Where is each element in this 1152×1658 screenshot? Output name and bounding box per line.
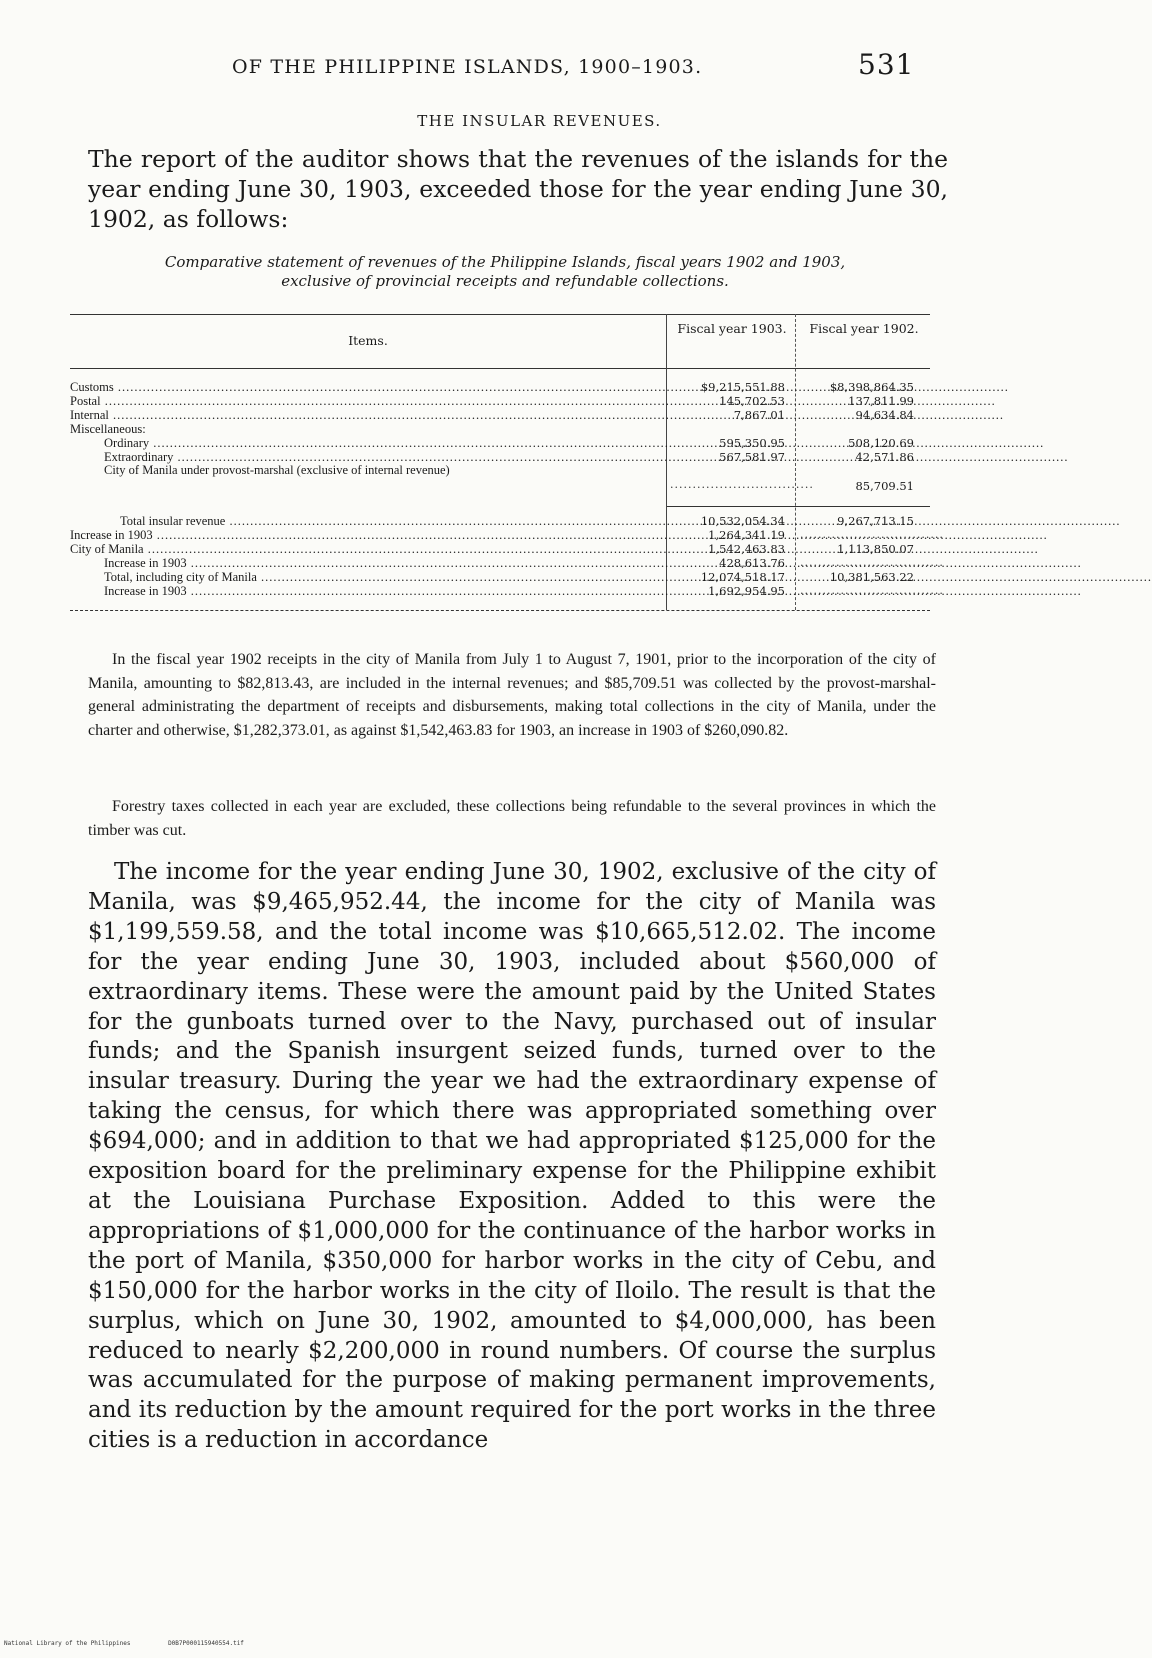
fy1902-value: 85,709.51 [855,479,914,493]
table-row [70,408,930,422]
table-row [70,528,944,542]
fy1903-value: 1,264,341.19 [708,528,785,542]
table-row [70,464,930,494]
revenue-table [70,314,944,634]
fy1902-value: $8,398,864.35 [829,380,914,394]
table-row [70,380,930,394]
fy1903-value: 10,532,054.34 [700,514,785,528]
fy1903-value: 145,702.53 [719,394,785,408]
row-label: Extraordinary ..... [104,450,660,464]
fy1903-value: 7,867.01 [733,408,785,422]
page-number: 531 [858,48,915,81]
table-row [70,422,930,436]
row-label: Increase in 1903 ..... [104,556,660,570]
row-label: City of Manila ..... [70,542,660,556]
fy1903-value: 428,613.76 [719,556,785,570]
fy1902-value: 42,571.86 [855,450,914,464]
row-label: Increase in 1903 ..... [70,528,660,542]
total-rule [666,506,930,507]
footnote-paragraph-1: In the fiscal year 1902 receipts in the city of Manila from July 1 to August 7, 1901, prior to the incorporation of the city of Manila, amounting to $82,813.43, are included in the internal revenues; and $85,709.51 was collected by the provost-marshal-general administrating the department of receipts and disbursements, making total collections in the city of Manila, under the charter and otherwise, $1,282,373.01, as against $1,542,463.83 for 1903, an increase in 1903 of $260,090.82. [88,651,936,739]
table-bottom-rule [70,610,930,611]
fy1903-value: $9,215,551.88 [700,380,785,394]
table-row [70,514,930,528]
fy1902-value: 508,120.69 [848,436,914,450]
row-label: City of Manila under provost-marshal (exclusive of internal revenue) [104,463,450,477]
file-identifier: D0B7P000115940554.tif [168,1640,244,1647]
header-items: Items. [348,333,388,348]
section-title: THE INSULAR REVENUES. [417,112,662,130]
header-bottom-rule [70,368,930,369]
table-caption-line-1: Comparative statement of revenues of the Philippine Islands, fiscal years 1902 and 1903, [164,253,846,271]
row-label: Customs ..... [70,380,660,394]
fy1903-value: 1,692,954.95 [708,584,785,598]
running-title: OF THE PHILIPPINE ISLANDS, 1900–1903. [232,56,703,78]
row-label: Ordinary ..... [104,436,660,450]
footnote-paragraph-2: Forestry taxes collected in each year are excluded, these collections being refundable to the several provinces in which the timber was cut. [88,798,936,839]
dot-leader: ................................ [670,478,814,491]
fy1903-value: 567,581.97 [719,450,785,464]
table-row [70,556,944,570]
header-fiscal-1903: Fiscal year 1903. [677,321,787,336]
row-label: Miscellaneous: [70,422,146,436]
table-row [70,542,930,556]
fy1902-value: 137,811.99 [848,394,914,408]
header-fiscal-1902: Fiscal year 1902. [809,321,919,336]
row-label: Postal ..... [70,394,660,408]
fy1903-value: 595,350.95 [719,436,785,450]
fy1902-value: 94,634.84 [855,408,914,422]
fy1902-value: 10,381,563.22 [829,570,914,584]
running-head [0,48,1079,82]
fy1903-value: 12,074,518.17 [700,570,785,584]
library-credit: National Library of the Philippines [4,1640,131,1647]
fy1902-value: 9,267,713.15 [837,514,914,528]
fy1902-value: 1,113,850.07 [837,542,914,556]
dot-leader: ................................ [800,584,944,597]
table-caption [70,253,940,291]
fy1903-value: 1,542,463.83 [708,542,785,556]
row-label: Internal ..... [70,408,660,422]
row-label: Total, including city of Manila ..... [104,570,660,584]
intro-paragraph: The report of the auditor shows that the revenues of the islands for the year ending June 30, 1903, exceeded those for the year ending June 30, 1902, as follows: [88,145,948,233]
row-label: Total insular revenue ..... [120,514,660,528]
row-label: Increase in 1903 ..... [104,584,660,598]
table-row [70,394,930,408]
table-caption-line-2: exclusive of provincial receipts and refundable collections. [281,272,729,290]
dot-leader: ................................ [800,528,944,541]
scan-footer [4,1640,278,1647]
table-row [70,570,930,584]
table-row [70,584,944,598]
table-row [70,450,930,464]
table-top-rule [70,314,930,315]
table-row [70,436,930,450]
body-paragraph: The income for the year ending June 30, 1902, exclusive of the city of Manila, was $9,465,952.44, the income for the city of Manila was $1,199,559.58, and the total income was $10,665,512.02. The income for the year ending June 30, 1903, included about $560,000 of extraordinary items. These were the amount paid by the United States for the gunboats turned over to the Navy, purchased out of insular funds; and the Spanish insurgent seized funds, turned over to the insular treasury. During the year we had the extraordinary expense of taking the census, for which there was appropriated something over $694,000; and in addition to that we had appropriated $125,000 for the exposition board for the preliminary expense for the Philippine exhibit at the Louisiana Purchase Exposition. Added to this were the appropriations of $1,000,000 for the continuance of the harbor works in the port of Manila, $350,000 for harbor works in the city of Cebu, and $150,000 for the harbor works in the city of Iloilo. The result is that the surplus, which on June 30, 1902, amounted to $4,000,000, has been reduced to nearly $2,200,000 in round numbers. Of course the surplus was accumulated for the purpose of making permanent improvements, and its reduction by the amount required for the port works in the three cities is a reduction in accordance [88,859,936,1454]
dot-leader: ................................ [800,556,944,569]
